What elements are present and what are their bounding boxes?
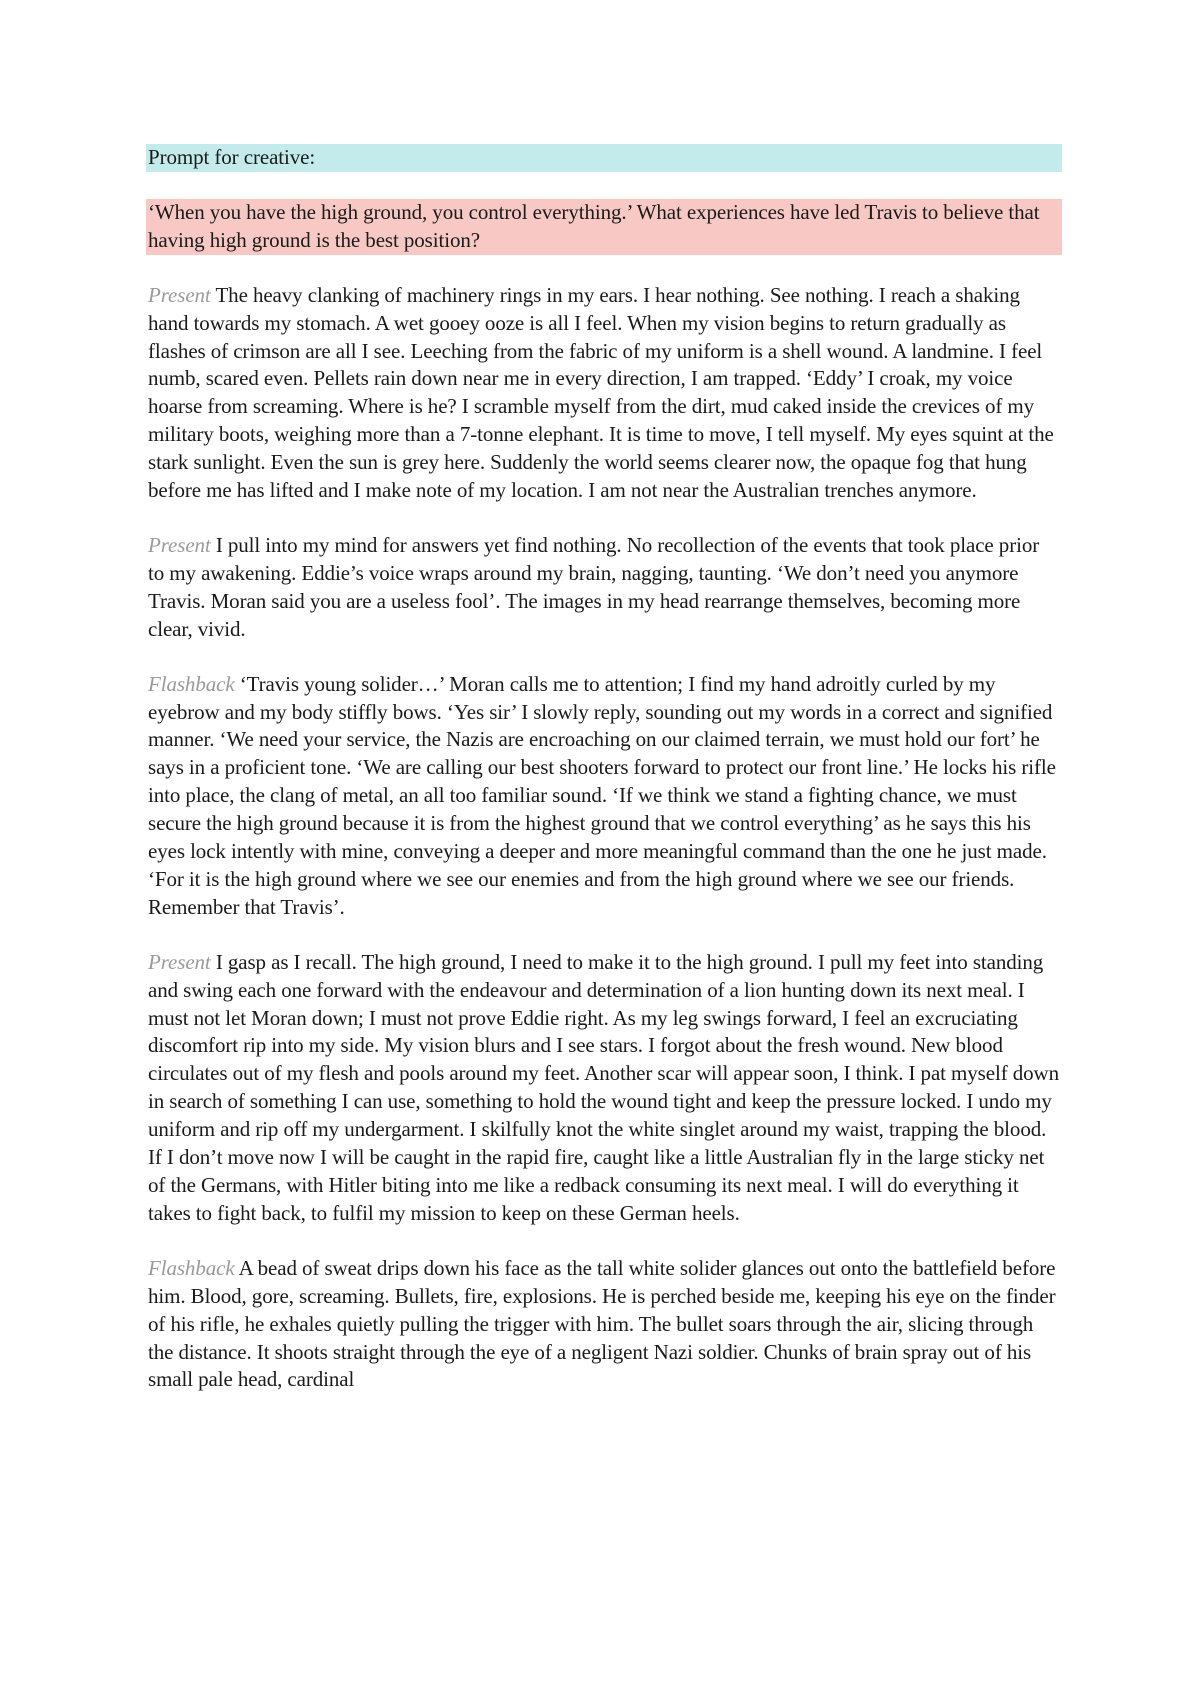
section-flashback-1: [146, 671, 1062, 922]
section-text: I gasp as I recall. The high ground, I need to make it to the high ground. I pull my feet into standing and swing each one forward with the endeavour and determination of a lion hunting down its next meal. I must not let Moran down; I must not prove Eddie right. As my leg swings forward, I feel an excruciating discomfort rip into my side. My vision blurs and I see stars. I forgot about the fresh wound. New blood circulates out of my flesh and pools around my feet. Another scar will appear soon, I think. I pat myself down in search of something I can use, something to hold the wound tight and keep the pressure locked. I undo my uniform and rip off my undergarment. I skilfully knot the white singlet around my waist, trapping the blood. If I don’t move now I will be caught in the rapid fire, caught like a little Australian fly in the large sticky net of the Germans, with Hitler biting into me like a redback consuming its next meal. I will do everything it takes to fight back, to fulfil my mission to keep on these German heels.: [148, 949, 1060, 1225]
section-tag: Flashback: [148, 671, 235, 696]
section-present-2: [146, 532, 1062, 644]
section-tag: Present: [148, 532, 211, 557]
section-flashback-2: [146, 1255, 1062, 1395]
prompt-question: ‘When you have the high ground, you control everything.’ What experiences have led Travis to believe that having high ground is the best position?: [146, 199, 1062, 255]
section-present-3: [146, 949, 1062, 1228]
section-text: A bead of sweat drips down his face as the tall white solider glances out onto the battlefield before him. Blood, gore, screaming. Bullets, fire, explosions. He is perched beside me, keeping his eye on the finder of his rifle, he exhales quietly pulling the trigger with him. The bullet soars through the air, slicing through the distance. It shoots straight through the eye of a negligent Nazi soldier. Chunks of brain spray out of his small pale head, cardinal: [148, 1255, 1056, 1392]
section-text: The heavy clanking of machinery rings in my ears. I hear nothing. See nothing. I reach a shaking hand towards my stomach. A wet gooey ooze is all I feel. When my vision begins to return gradually as flashes of crimson are all I see. Leeching from the fabric of my uniform is a shell wound. A landmine. I feel numb, scared even. Pellets rain down near me in every direction, I am trapped. ‘Eddy’ I croak, my voice hoarse from screaming. Where is he? I scramble myself from the dirt, mud caked inside the crevices of my military boots, weighing more than a 7-tonne elephant. It is time to move, I tell myself. My eyes squint at the stark sunlight. Even the sun is grey here. Suddenly the world seems clearer now, the opaque fog that hung before me has lifted and I make note of my location. I am not near the Australian trenches anymore.: [148, 282, 1054, 503]
section-tag: Present: [148, 949, 211, 974]
section-present-1: [146, 282, 1062, 505]
section-text: ‘Travis young solider…’ Moran calls me to attention; I find my hand adroitly curled by my eyebrow and my body stiffly bows. ‘Yes sir’ I slowly reply, sounding out my words in a correct and signified manner. ‘We need your service, the Nazis are encroaching on our claimed terrain, we must hold our fort’ he says in a proficient tone. ‘We are calling our best shooters forward to protect our front line.’ He locks his rifle into place, the clang of metal, an all too familiar sound. ‘If we think we stand a fighting chance, we must secure the high ground because it is from the highest ground that we control everything’ as he says this his eyes lock intently with mine, conveying a deeper and more meaningful command than the one he just made. ‘For it is the high ground where we see our enemies and from the high ground where we see our friends. Remember that Travis’.: [148, 671, 1056, 919]
section-tag: Present: [148, 282, 211, 307]
prompt-header: Prompt for creative:: [146, 144, 1062, 172]
document-page: [146, 144, 1062, 1394]
section-tag: Flashback: [148, 1255, 235, 1280]
section-text: I pull into my mind for answers yet find nothing. No recollection of the events that took place prior to my awakening. Eddie’s voice wraps around my brain, nagging, taunting. ‘We don’t need you anymore Travis. Moran said you are a useless fool’. The images in my head rearrange themselves, becoming more clear, vivid.: [148, 532, 1040, 641]
